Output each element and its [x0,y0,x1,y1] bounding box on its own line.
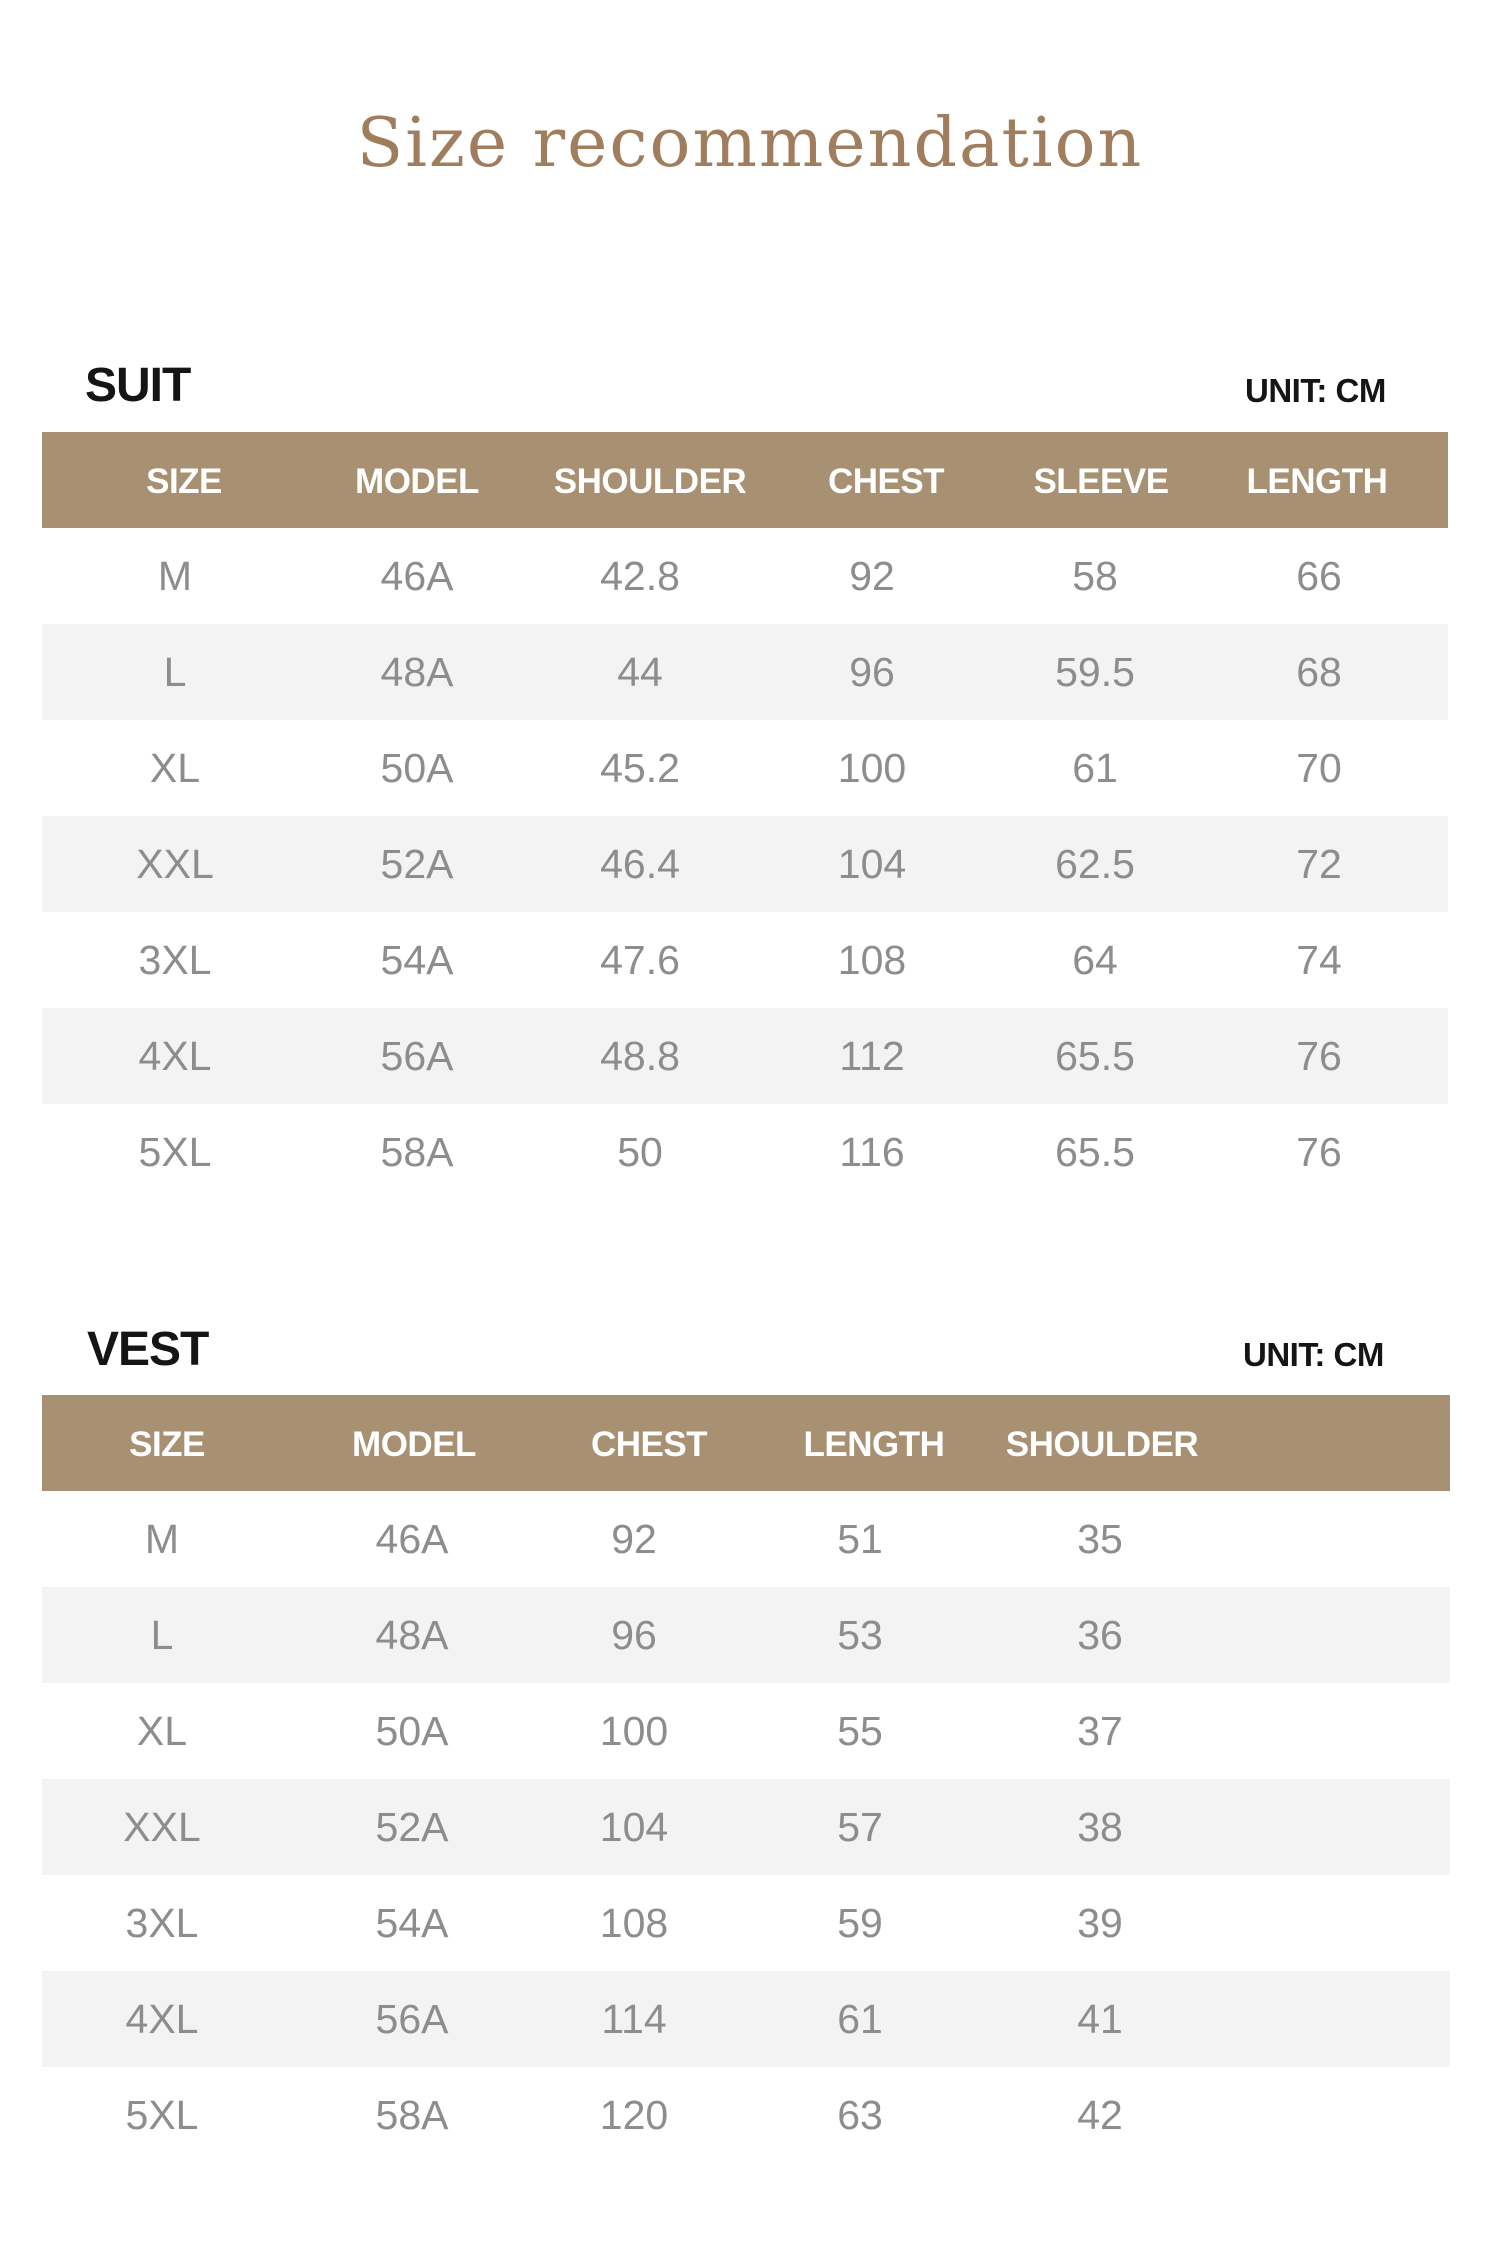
suit-unit-label: UNIT: CM [1245,372,1386,409]
suit-cell-chest: 112 [839,1033,905,1079]
vest-cell-shoulder: 38 [1077,1804,1123,1850]
vest-cell-length: 61 [837,1996,883,2042]
table-row [42,1587,1450,1683]
table-row [42,1779,1450,1875]
vest-header-length: LENGTH [803,1425,945,1464]
suit-cell-shoulder: 44 [617,649,663,695]
suit-header-chest: CHEST [827,462,945,501]
vest-table-header [42,1395,1450,1491]
table-row [42,528,1448,624]
vest-cell-size: 5XL [125,2092,199,2138]
vest-cell-chest: 108 [599,1900,669,1946]
suit-cell-shoulder: 47.6 [600,937,680,983]
suit-cell-sleeve: 59.5 [1055,649,1135,695]
vest-cell-length: 57 [837,1804,883,1850]
suit-size-table [42,432,1448,1200]
suit-cell-model: 56A [380,1033,454,1079]
suit-cell-size: 4XL [138,1033,212,1079]
suit-cell-shoulder: 50 [617,1129,663,1175]
vest-header-chest: CHEST [590,1425,708,1464]
table-row [42,720,1448,816]
suit-cell-sleeve: 61 [1072,745,1118,791]
table-row [42,816,1448,912]
vest-cell-length: 59 [837,1900,883,1946]
vest-cell-chest: 104 [599,1804,669,1850]
page-title: Size recommendation [356,104,1144,183]
table-row [42,1104,1448,1200]
vest-cell-model: 58A [375,2092,449,2138]
vest-cell-size: XL [136,1708,188,1754]
vest-cell-model: 52A [375,1804,449,1850]
suit-cell-sleeve: 58 [1072,553,1118,599]
vest-cell-length: 53 [837,1612,883,1658]
vest-cell-model: 56A [375,1996,449,2042]
suit-cell-chest: 96 [849,649,895,695]
suit-table-header [42,432,1448,528]
table-row [42,912,1448,1008]
vest-cell-model: 48A [375,1612,449,1658]
suit-cell-chest: 92 [849,553,895,599]
vest-cell-shoulder: 42 [1077,2092,1123,2138]
suit-header-size: SIZE [146,462,222,501]
suit-cell-size: 5XL [138,1129,212,1175]
suit-header-sleeve: SLEEVE [1033,462,1169,501]
vest-cell-shoulder: 39 [1077,1900,1123,1946]
vest-cell-chest: 100 [599,1708,669,1754]
suit-cell-size: 3XL [138,937,212,983]
suit-section-title: SUIT [85,359,191,412]
vest-section-title: VEST [87,1323,209,1376]
suit-cell-sleeve: 65.5 [1055,1033,1135,1079]
suit-cell-chest: 100 [837,745,907,791]
suit-cell-model: 50A [380,745,454,791]
vest-cell-chest: 114 [601,1996,667,2042]
suit-cell-size: L [163,649,187,695]
vest-cell-length: 63 [837,2092,883,2138]
vest-cell-length: 55 [837,1708,883,1754]
suit-cell-size: M [157,553,193,599]
vest-cell-shoulder: 36 [1077,1612,1123,1658]
suit-cell-model: 46A [380,553,454,599]
suit-cell-model: 52A [380,841,454,887]
vest-cell-chest: 120 [599,2092,669,2138]
vest-cell-chest: 92 [611,1516,657,1562]
vest-cell-model: 46A [375,1516,449,1562]
suit-cell-sleeve: 64 [1072,937,1118,983]
vest-cell-shoulder: 35 [1077,1516,1123,1562]
vest-cell-shoulder: 41 [1077,1996,1123,2042]
vest-size-table [42,1395,1450,2163]
suit-cell-length: 74 [1296,937,1342,983]
suit-cell-shoulder: 48.8 [600,1033,680,1079]
suit-cell-size: XL [149,745,201,791]
table-row [42,1008,1448,1104]
vest-header-model: MODEL [352,1425,476,1464]
suit-cell-shoulder: 46.4 [600,841,680,887]
suit-cell-sleeve: 62.5 [1055,841,1135,887]
vest-cell-shoulder: 37 [1077,1708,1123,1754]
suit-cell-length: 68 [1296,649,1342,695]
suit-cell-model: 48A [380,649,454,695]
vest-cell-size: 3XL [125,1900,199,1946]
vest-unit-label: UNIT: CM [1243,1336,1384,1373]
suit-cell-length: 76 [1296,1033,1342,1079]
suit-cell-model: 58A [380,1129,454,1175]
vest-cell-size: L [150,1612,174,1658]
suit-cell-length: 76 [1296,1129,1342,1175]
vest-cell-size: 4XL [125,1996,199,2042]
table-row [42,2067,1450,2163]
suit-cell-chest: 108 [837,937,907,983]
suit-header-shoulder: SHOULDER [553,462,747,501]
vest-header-size: SIZE [129,1425,205,1464]
table-row [42,624,1448,720]
vest-cell-model: 50A [375,1708,449,1754]
vest-cell-size: XXL [123,1804,201,1850]
table-row [42,1875,1450,1971]
suit-cell-chest: 104 [837,841,907,887]
vest-cell-length: 51 [837,1516,883,1562]
suit-cell-chest: 116 [839,1129,905,1175]
suit-cell-sleeve: 65.5 [1055,1129,1135,1175]
vest-cell-chest: 96 [611,1612,657,1658]
suit-cell-size: XXL [136,841,214,887]
table-row [42,1491,1450,1587]
table-row [42,1683,1450,1779]
suit-cell-length: 66 [1296,553,1342,599]
suit-header-length: LENGTH [1246,462,1388,501]
suit-header-model: MODEL [355,462,479,501]
table-row [42,1971,1450,2067]
vest-header-shoulder: SHOULDER [1005,1425,1199,1464]
suit-cell-shoulder: 45.2 [600,745,680,791]
suit-cell-shoulder: 42.8 [600,553,680,599]
vest-cell-model: 54A [375,1900,449,1946]
suit-cell-length: 70 [1296,745,1342,791]
suit-cell-model: 54A [380,937,454,983]
suit-cell-length: 72 [1296,841,1342,887]
vest-cell-size: M [144,1516,180,1562]
